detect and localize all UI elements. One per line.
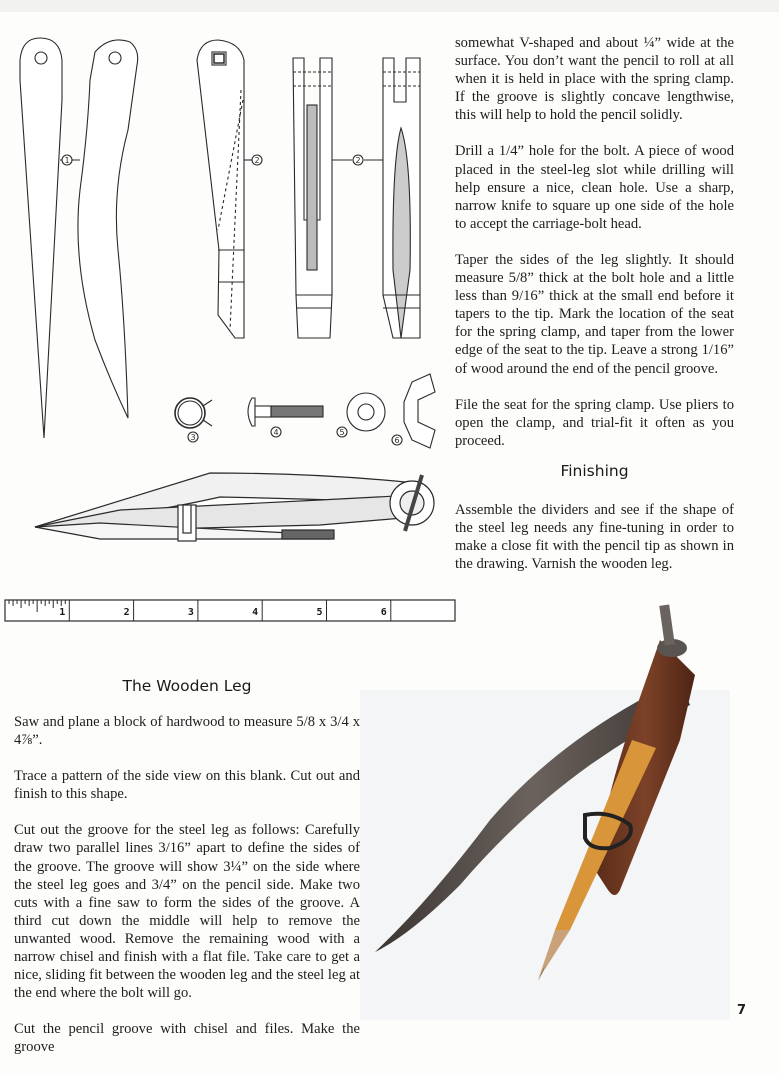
dividers-photo (370, 600, 710, 990)
ruler-label: 4 (252, 607, 259, 618)
paragraph: Trace a pattern of the side view on this blank. Cut out and finish to this shape. (14, 768, 360, 803)
wing-nut (404, 374, 435, 448)
paragraph: somewhat V-shaped and about ¼” wide at the surface. You don’t want the pencil to roll at all when it is held in place with the spring clamp. If the groove is slightly concave lengthwise, this will help to hold the pencil solidly. (455, 35, 734, 124)
paragraph: Cut out the groove for the steel leg as follows: Carefully draw two parallel lines 3/16” apart to define the sides of the groove. The groove will show 3¼” on the side where the steel leg goes and 3/4” on the pencil side. Make two cuts with a fine saw to form the sides of the groove. A third cut down the middle will help to remove the unwanted wood. Remove the remaining wood with a narrow chisel and finish with a flat file. Take care to get a nice, sliding fit between the wooden leg and the steel leg at the end where the bolt will go. (14, 822, 360, 1002)
parts-drawing (0, 20, 450, 460)
ruler-label: 3 (187, 607, 194, 618)
ruler-label: 6 (380, 607, 387, 618)
finishing-section (455, 501, 734, 591)
callout-label: 2 (254, 156, 260, 165)
ruler-label: 1 (59, 607, 66, 618)
paragraph: Drill a 1/4” hole for the bolt. A piece of wood placed in the steel-leg slot while drilling will help ensure a nice, clean hole. Use a sharp, narrow knife to square up one side of the hole to accept the carriage-bolt head. (455, 143, 734, 232)
paragraph: Taper the sides of the leg slightly. It should measure 5/8” thick at the bolt hole and a little less than 9/16” thick at the small end before it tapers to the tip. Mark the location of the seat for the spring clamp, and taper from the lower edge of the seat to the tip. Leave a strong 1/16” of wood around the end of the pencil groove. (455, 251, 734, 377)
page-number: 7 (737, 1003, 747, 1018)
callout-label: 1 (64, 156, 70, 165)
right-column (455, 34, 734, 468)
callout-label: 3 (190, 433, 196, 442)
section-heading-wooden-leg: The Wooden Leg (122, 677, 252, 695)
steel-leg-straight (20, 38, 62, 438)
spring-clamp (175, 398, 205, 428)
washer (347, 393, 385, 431)
steel-leg-curved (78, 40, 138, 418)
callout-label: 5 (339, 428, 345, 437)
paragraph: Saw and plane a block of hardwood to measure 5/8 x 3/4 x 4⅞”. (14, 714, 360, 749)
callout-label: 2 (355, 156, 361, 165)
wooden-leg-side (197, 40, 244, 338)
paragraph: Assemble the dividers and see if the shape of the steel leg needs any fine-tuning in order to make a close fit with the pencil tip as shown in the drawing. Varnish the wooden leg. (455, 502, 734, 573)
assembled-dividers-drawing (20, 455, 450, 555)
page-top-band (0, 0, 779, 12)
paragraph: Cut the pencil groove with chisel and files. Make the groove (14, 1021, 360, 1056)
callout-label: 4 (273, 428, 279, 437)
paragraph: File the seat for the spring clamp. Use pliers to open the clamp, and trial-fit it often as you proceed. (455, 396, 734, 449)
ruler-label: 2 (123, 607, 130, 618)
carriage-bolt (248, 398, 255, 426)
left-column (14, 713, 360, 1075)
section-heading-finishing: Finishing (560, 462, 629, 480)
callout-label: 6 (394, 436, 400, 445)
ruler-label: 5 (316, 607, 323, 618)
